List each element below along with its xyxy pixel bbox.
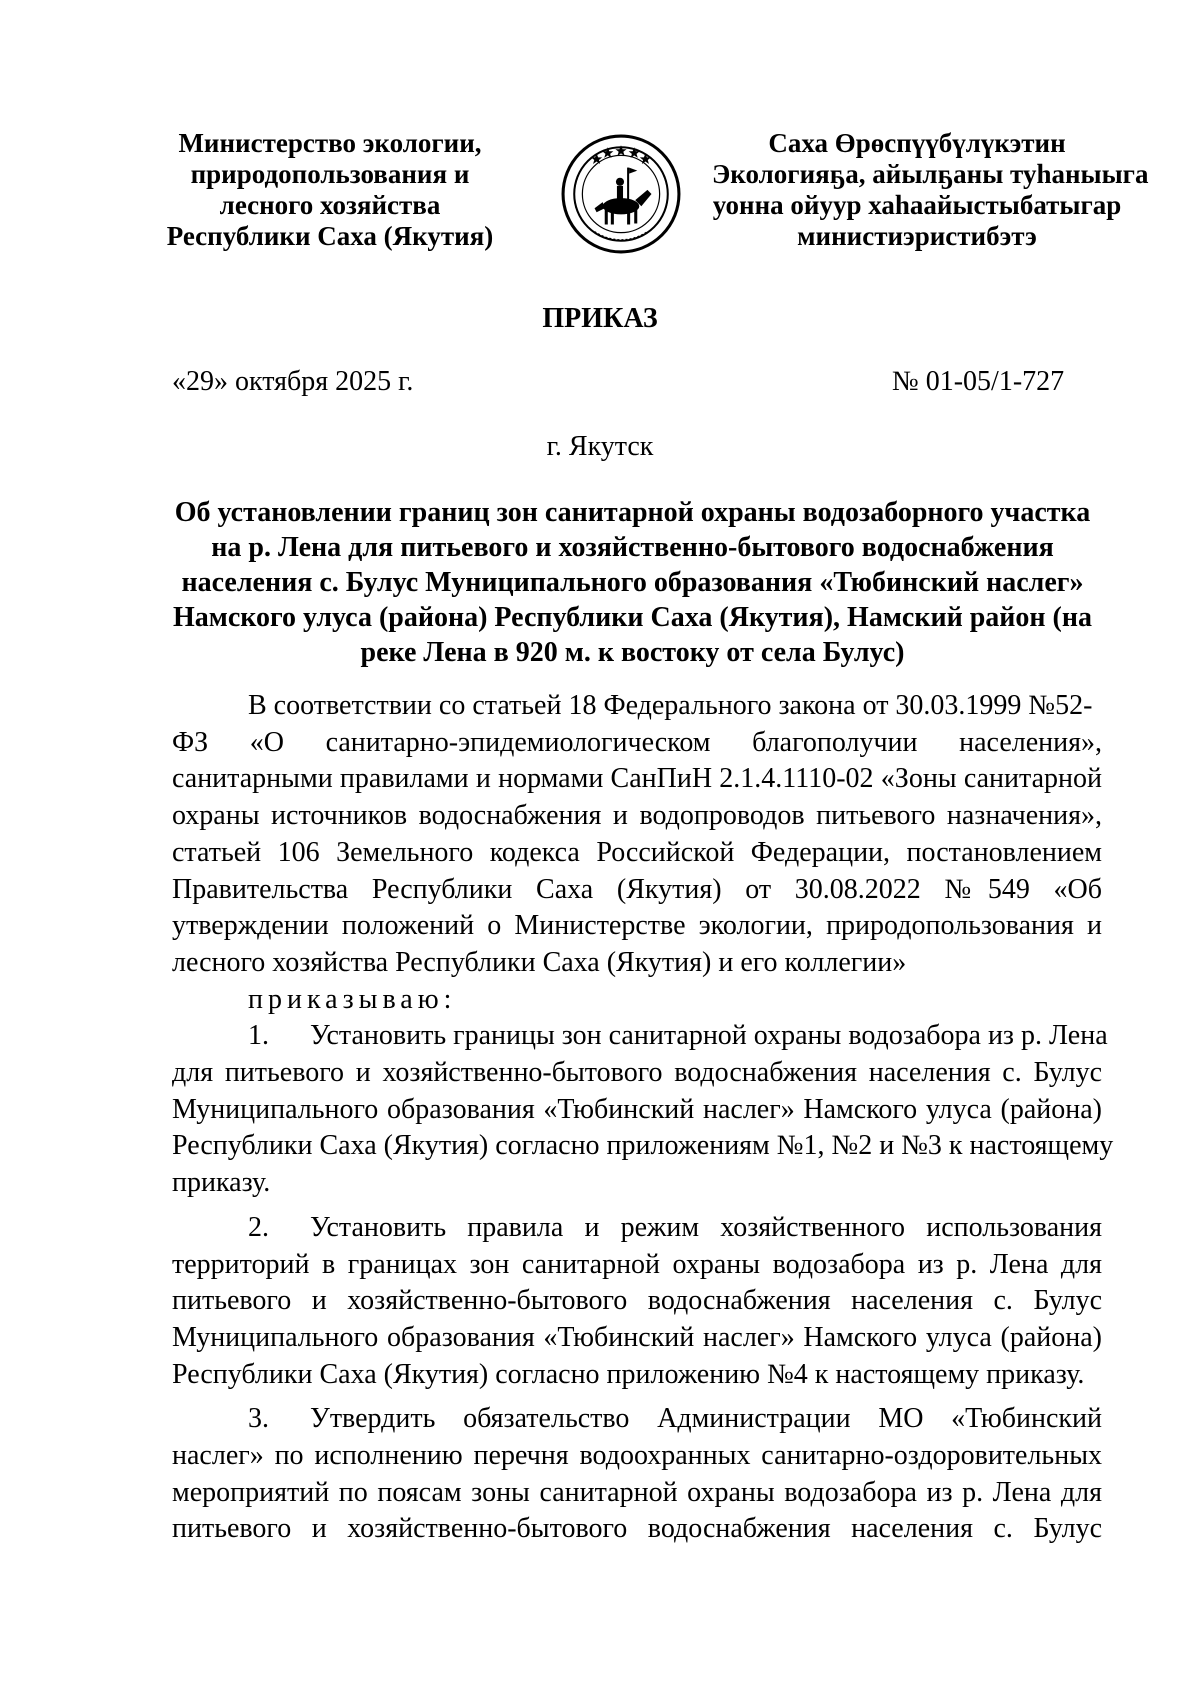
ministry-ru-line: лесного хозяйства <box>219 190 441 220</box>
preamble-line: утверждении положений о Министерстве экологии, природопользования и <box>172 910 1102 942</box>
order-item-2 <box>172 1210 1102 1394</box>
subject-line: реке Лена в 920 м. к востоку от села Булус) <box>360 637 905 668</box>
order-item-line: питьевого и хозяйственно-бытового водоснабжения населения с. Булус <box>172 1285 1102 1317</box>
subject-line: на р. Лена для питьевого и хозяйственно-бытового водоснабжения <box>211 532 1054 563</box>
preamble-line: Правительства Республики Саха (Якутия) от 30.08.2022 №549 «Об <box>172 873 1102 905</box>
preamble-line: ФЗ «О санитарно-эпидемиологическом благополучии населения», <box>172 726 1102 758</box>
ministry-ru-line: Республики Саха (Якутия) <box>166 221 494 251</box>
ministry-ru-line: Министерство экологии, <box>178 128 482 158</box>
preamble-line: охраны источников водоснабжения и водопроводов питьевого назначения», <box>172 800 1102 832</box>
order-item-first-line <box>172 1401 1102 1438</box>
order-item-line: территорий в границах зон санитарной охраны водозабора из р. Лена для <box>172 1248 1102 1280</box>
ministry-name-sakha <box>712 128 1149 252</box>
preamble-line: санитарными правилами и нормами СанПиН 2.1.4.1110-02 «Зоны санитарной <box>172 763 1102 795</box>
preamble-line: статьей 106 Земельного кодекса Российской Федерации, постановлением <box>172 836 1102 868</box>
preamble-paragraph <box>172 688 1102 982</box>
ministry-ru-line: природопользования и <box>190 159 470 189</box>
document-body <box>172 688 1114 1548</box>
item-text: Установить правила и режим хозяйственного использования <box>310 1211 1102 1243</box>
item-text: Утвердить обязательство Администрации МО «Тюбинский <box>310 1403 1102 1435</box>
document-subject <box>165 495 1100 670</box>
ministry-sakha-line: Экологияҕа, айылҕаны туһаныыга <box>712 159 1149 189</box>
ministry-name-russian <box>135 128 525 252</box>
preamble-line: В соответствии со статьей 18 Федерального закона от 30.03.1999 №52- <box>248 690 1093 721</box>
ministry-sakha-line: Саха Өрөспүүбүлүкэтин <box>768 128 1066 158</box>
order-word: приказываю: <box>248 983 457 1015</box>
order-item-line: питьевого и хозяйственно-бытового водоснабжения населения с. Булус <box>172 1513 1102 1545</box>
order-item-line: Муниципального образования «Тюбинский наслег» Намского улуса (района) <box>172 1093 1102 1125</box>
subject-line: Намского улуса (района) Республики Саха (Якутия), Намский район (на <box>172 602 1093 633</box>
order-item-3 <box>172 1401 1102 1548</box>
order-item-1 <box>172 1018 1114 1202</box>
order-item-line: наслег» по исполнению перечня водоохранных санитарно-оздоровительных <box>172 1440 1102 1472</box>
document-type-title: ПРИКАЗ <box>542 303 658 334</box>
ministry-sakha-line: министиэристибэтэ <box>797 221 1037 251</box>
order-item-line: приказу. <box>172 1167 271 1199</box>
order-item-line: Республики Саха (Якутия) согласно приложениям №1, №2 и №3 к настоящему <box>172 1130 1114 1162</box>
order-item-line: Муниципального образования «Тюбинский наслег» Намского улуса (района) <box>172 1321 1102 1353</box>
item-number: 3. <box>248 1403 269 1435</box>
letterhead <box>0 128 1200 268</box>
subject-line: населения с. Булус Муниципального образования «Тюбинский наслег» <box>181 567 1084 598</box>
item-number: 2. <box>248 1211 269 1243</box>
preamble-line: лесного хозяйства Республики Саха (Якутия) и его коллегии» <box>172 946 907 978</box>
sakha-coat-of-arms-icon <box>560 133 682 255</box>
document-city: г. Якутск <box>546 431 654 462</box>
order-item-line: Республики Саха (Якутия) согласно приложению №4 к настоящему приказу. <box>172 1358 1085 1390</box>
order-item-first-line <box>172 1018 1108 1055</box>
item-text: Установить границы зон санитарной охраны водозабора из р. Лена <box>310 1020 1108 1052</box>
subject-line: Об установлении границ зон санитарной охраны водозаборного участка <box>174 497 1091 528</box>
document-number: № 01-05/1-727 <box>892 366 1065 397</box>
document-date: «29» октября 2025 г. <box>172 366 414 397</box>
order-item-first-line <box>172 1210 1102 1247</box>
order-item-line: мероприятий по поясам зоны санитарной охраны водозабора из р. Лена для <box>172 1476 1102 1508</box>
item-number: 1. <box>248 1020 269 1052</box>
order-item-line: для питьевого и хозяйственно-бытового водоснабжения населения с. Булус <box>172 1057 1102 1089</box>
ministry-sakha-line: уонна ойуур хаһаайыстыбатыгар <box>712 190 1122 220</box>
